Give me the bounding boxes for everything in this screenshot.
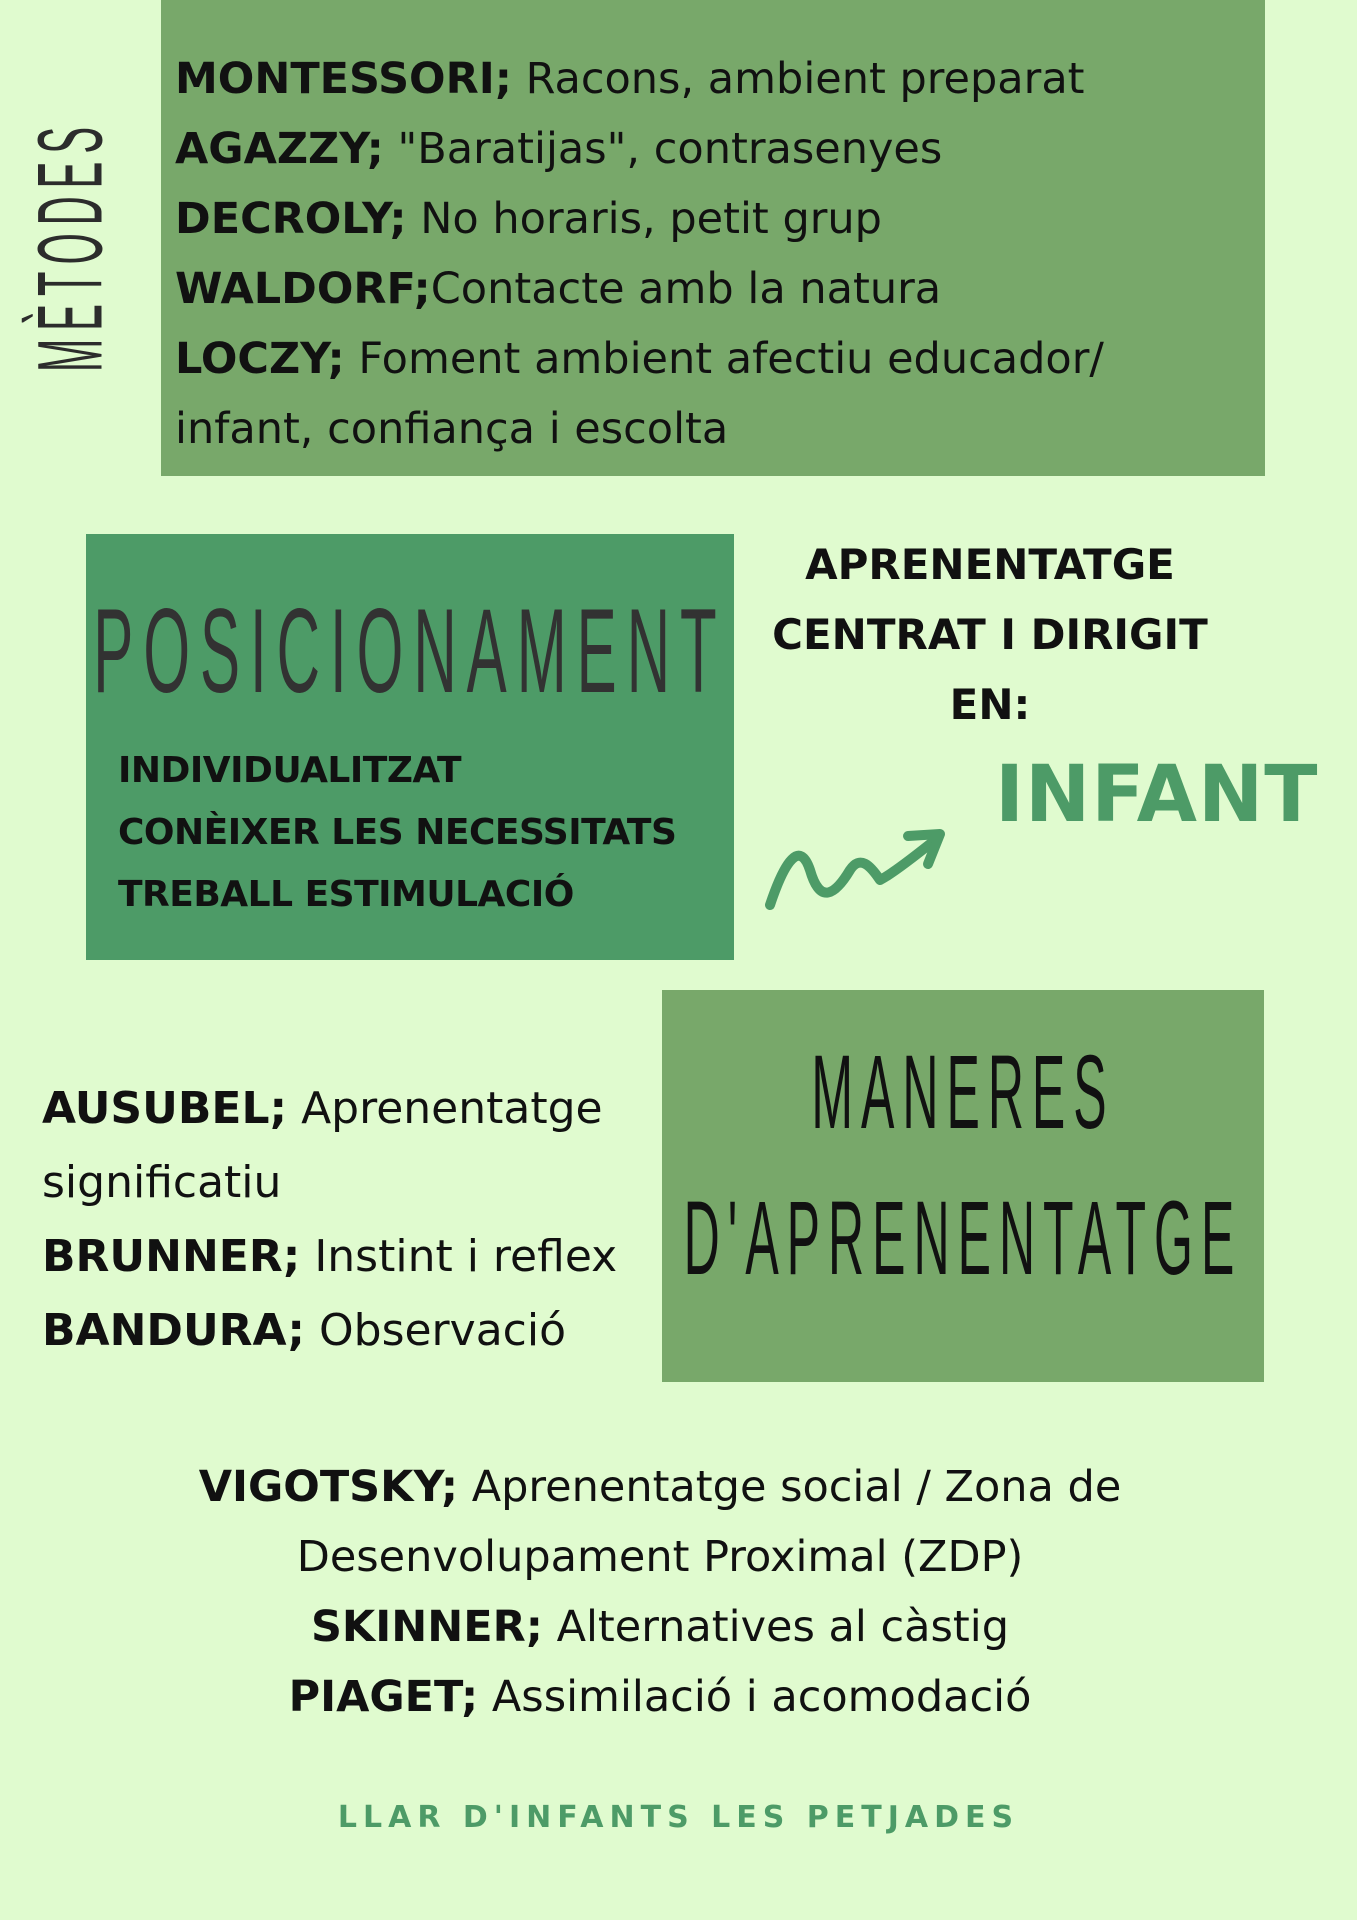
aprenentatge-line: CENTRAT I DIRIGIT (772, 610, 1208, 659)
aprenentatge-line: APRENENTATGE (805, 540, 1175, 589)
aprenentatge-line: EN: (949, 680, 1031, 729)
metode-name: WALDORF; (175, 264, 431, 314)
metodes-heading (18, 80, 128, 410)
footer-title: LLAR D'INFANTS LES PETJADES (337, 1800, 1020, 1835)
list-item (42, 1072, 642, 1146)
author-name: AUSUBEL; (42, 1083, 288, 1134)
author-name: BANDURA; (42, 1305, 306, 1356)
metode-name: AGAZZY; (175, 124, 384, 174)
list-item (80, 1452, 1240, 1522)
metode-name: MONTESSORI; (175, 54, 512, 104)
metode-line (175, 114, 1255, 184)
metode-desc: Foment ambient afectiu educador/ (344, 334, 1104, 384)
maneres-title-text: D'APRENENTATGE (683, 1179, 1243, 1298)
list-item (42, 1146, 642, 1220)
maneres-list (42, 1072, 642, 1368)
metode-desc: Racons, ambient preparat (511, 54, 1085, 104)
posicionament-box (86, 534, 734, 960)
author-desc: Aprenentatge (287, 1083, 603, 1134)
metode-line (175, 254, 1255, 324)
author-desc: significatiu (42, 1157, 282, 1208)
author-desc: Desenvolupament Proximal (ZDP) (296, 1532, 1024, 1582)
metode-name: DECROLY; (175, 194, 407, 244)
maneres-title-line2 (662, 1179, 1264, 1298)
metode-line (175, 184, 1255, 254)
maneres-title-text: MANERES (811, 1033, 1115, 1152)
author-desc: Observació (305, 1305, 566, 1356)
author-desc: Assimilació i acomodació (478, 1672, 1032, 1722)
list-item (42, 1294, 642, 1368)
teorics-list (80, 1452, 1240, 1732)
metode-line-continuation: infant, confiança i escolta (175, 404, 729, 454)
list-item (80, 1522, 1240, 1592)
author-desc: Aprenentatge social / Zona de (458, 1462, 1122, 1512)
metode-desc: Contacte amb la natura (430, 264, 942, 314)
maneres-box (662, 990, 1264, 1382)
author-name: PIAGET; (288, 1672, 479, 1722)
squiggle-arrow-icon (760, 820, 950, 920)
aprenentatge-heading (760, 530, 1220, 740)
author-name: VIGOTSKY; (198, 1462, 459, 1512)
infant-highlight: INFANT (995, 750, 1319, 840)
maneres-title-line1 (662, 1033, 1264, 1152)
posicionament-item: TREBALL ESTIMULACIÓ (118, 874, 574, 915)
author-desc: Alternatives al càstig (542, 1602, 1010, 1652)
metodes-heading-text: MÈTODES (21, 118, 123, 372)
list-item (42, 1220, 642, 1294)
list-item (80, 1662, 1240, 1732)
posicionament-title-text: POSICIONAMENT (93, 584, 727, 718)
author-name: SKINNER; (310, 1602, 543, 1652)
posicionament-item: INDIVIDUALITZAT (118, 750, 462, 791)
posicionament-title (86, 584, 734, 730)
metode-line (175, 324, 1255, 394)
metodes-box (161, 0, 1265, 476)
metode-line (175, 44, 1255, 114)
metode-desc: No horaris, petit grup (406, 194, 882, 244)
author-name: BRUNNER; (42, 1231, 301, 1282)
posicionament-item: CONÈIXER LES NECESSITATS (118, 812, 677, 853)
metode-desc: "Baratijas", contrasenyes (383, 124, 943, 174)
author-desc: Instint i reflex (300, 1231, 618, 1282)
list-item (80, 1592, 1240, 1662)
metode-name: LOCZY; (175, 334, 345, 384)
